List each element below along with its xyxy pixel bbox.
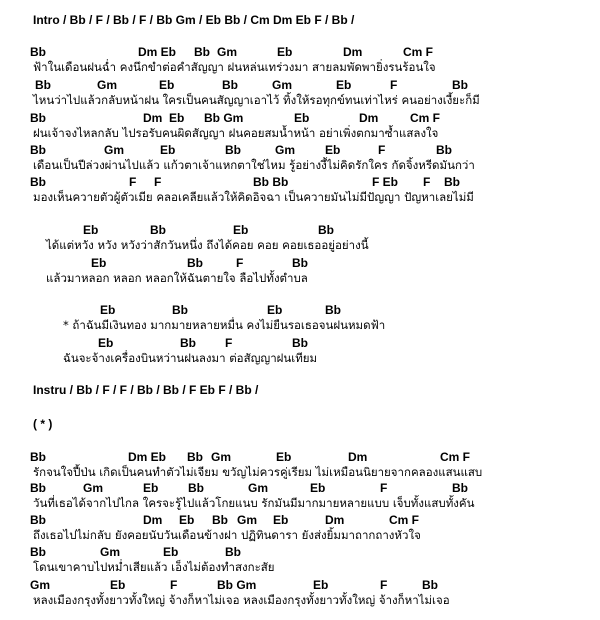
chord: Bb xyxy=(172,303,188,317)
lyric-line: แล้วมาหลอก หลอก หลอกให้ฉันตายใจ ลือไปทั้งตำบล xyxy=(46,271,308,285)
lyric-line: ไหนว่าไปแล้วกลับหน้าฝน ใครเป็นคนสัญญาเอาไว้ ทิ้งให้รอทุกข์ทนเท่าไหร่ คนอย่างเงี้ยะก็มี xyxy=(33,93,480,107)
chord: Bb xyxy=(444,175,460,189)
chord: Eb xyxy=(98,336,114,350)
lyric-line: วันที่เธอได้จากไปไกล ใครจะรู้ไปแล้วโกยแนบ รักมันมีมากมายหลายแบบ เจ็บทั้งแสบทั้งคัน xyxy=(33,496,475,510)
chord: Dm Eb xyxy=(128,450,167,464)
chord: Eb xyxy=(294,111,310,125)
chord: Bb xyxy=(452,78,468,92)
chord: Bb xyxy=(318,223,334,237)
chord: Gm xyxy=(30,578,51,592)
chord: Bb xyxy=(292,256,308,270)
chord: Gm xyxy=(272,78,293,92)
repeat-chorus-mark: ( * ) xyxy=(33,417,53,431)
chord: Gm xyxy=(83,481,104,495)
chord: F xyxy=(380,481,388,495)
chord: Eb xyxy=(169,111,185,125)
lyric-line: มองเห็นควายตัวผู้ตัวเมีย คลอเคลียแล้วให้คิดอิจฉา เป็นควายมันไม่มีปัญญา ปัญหาเลยไม่มี xyxy=(33,190,474,204)
chord: Bb Gm xyxy=(217,578,257,592)
lyric-line: โดนเขาคาบไปหม่ำเสียแล้ว เอ็งไม่ต้องทำสงกะสัย xyxy=(33,560,275,574)
chord: Dm xyxy=(348,450,368,464)
chord: Cm F xyxy=(410,111,440,125)
chord: Eb xyxy=(83,223,99,237)
chord: Dm xyxy=(325,513,345,527)
intro-line: Intro / Bb / F / Bb / F / Bb Gm / Eb Bb / Cm Dm Eb F / Bb / xyxy=(33,13,355,27)
chord: Cm F xyxy=(403,45,433,59)
chord: Eb xyxy=(277,45,293,59)
chord: F xyxy=(380,578,388,592)
chord: Eb xyxy=(91,256,107,270)
chord: Dm Eb xyxy=(138,45,177,59)
chord: Bb xyxy=(180,336,196,350)
chord: Bb xyxy=(30,450,46,464)
chord: Gm xyxy=(211,450,232,464)
chord: Bb xyxy=(292,336,308,350)
chord: Bb xyxy=(30,481,46,495)
chord: Eb xyxy=(100,303,116,317)
chord: Gm xyxy=(97,78,118,92)
chord: F xyxy=(378,143,386,157)
chord: Eb xyxy=(163,545,179,559)
chord: F xyxy=(129,175,137,189)
chord: Eb xyxy=(310,481,326,495)
chord: Bb Bb xyxy=(253,175,289,189)
chord: Cm F xyxy=(389,513,419,527)
chord: Bb xyxy=(150,223,166,237)
chord: Bb xyxy=(212,513,228,527)
chord: Bb xyxy=(452,481,468,495)
chord: Bb xyxy=(187,450,203,464)
chord: F xyxy=(225,336,233,350)
chord: Bb xyxy=(30,513,46,527)
lyric-line: * ถ้าฉันมีเงินทอง มากมายหลายหมื่น คงไม่ยืนรอเธอจนฝนหมดฟ้า xyxy=(63,318,386,332)
chord: Bb xyxy=(422,578,438,592)
chord: Eb xyxy=(273,513,289,527)
lyric-line: รักจนใจปี้ป่น เกิดเป็นคนทำตัวไม่เจียม ขวัญไม่ควรคู่เรียม ไม่เหมือนนิยายจากคลองแสนแสบ xyxy=(33,465,483,479)
chord: Eb xyxy=(110,578,126,592)
chord: Eb xyxy=(160,143,176,157)
chord: Bb xyxy=(30,175,46,189)
chord: Bb xyxy=(187,256,203,270)
chord: Bb xyxy=(222,78,238,92)
chord: Eb xyxy=(233,223,249,237)
chord: Gm xyxy=(248,481,269,495)
chord: Bb xyxy=(30,111,46,125)
chord: Bb xyxy=(30,545,46,559)
chord: F Eb xyxy=(372,175,398,189)
lyric-line: ถึงเธอไปไม่กลับ ยังคอยนับวันเดือนข้างฝา ปฏิทินดารา ยังส่งยิ้มมาถากถางหัวใจ xyxy=(33,528,421,542)
chord: Bb xyxy=(30,143,46,157)
chord: Gm xyxy=(104,143,125,157)
chord: Dm xyxy=(143,111,163,125)
chord: Bb xyxy=(225,545,241,559)
lyric-line: เดือนเป็นปีล่วงผ่านไปแล้ว แก้วตาเจ้าแหกตาใช่ไหม รู้อย่างงี้ไม่คิดรักใคร กัดจิ้งหรีดมันกว่า xyxy=(33,158,475,172)
chord: Eb xyxy=(143,481,159,495)
chord: Bb xyxy=(194,45,210,59)
chord: Bb xyxy=(225,143,241,157)
chord: Gm xyxy=(275,143,296,157)
chord: Gm xyxy=(217,45,238,59)
chord: F xyxy=(423,175,431,189)
chord: Gm xyxy=(100,545,121,559)
chord: Bb xyxy=(188,481,204,495)
chord: F xyxy=(390,78,398,92)
chord: Dm xyxy=(359,111,379,125)
chord: Eb xyxy=(336,78,352,92)
chord: Eb xyxy=(276,450,292,464)
chord: Bb xyxy=(35,78,51,92)
chord: Dm xyxy=(343,45,363,59)
chord: Bb xyxy=(325,303,341,317)
chord: F xyxy=(170,578,178,592)
lyric-line: ฉันจะจ้างเครื่องบินหว่านฝนลงมา ต่อสัญญาฝนเทียม xyxy=(63,351,318,365)
chord: Bb xyxy=(436,143,452,157)
chord: Eb xyxy=(325,143,341,157)
chord: F xyxy=(154,175,162,189)
lyric-line: ฝนเจ้าจงไหลกลับ ไปรอรับคนผิดสัญญา ฝนคอยสมน้ำหน้า อย่าเพิ่งตกมาซ้ำแสลงใจ xyxy=(33,126,439,140)
chord: Eb xyxy=(159,78,175,92)
chord: Cm F xyxy=(440,450,470,464)
chord: Gm xyxy=(237,513,258,527)
lyric-line: ได้แต่หวัง หวัง หวังว่าสักวันหนึ่ง ถึงได้คอย คอย คอยเธออยู่อย่างนี้ xyxy=(46,238,369,252)
chord: F xyxy=(236,256,244,270)
chord: Eb xyxy=(267,303,283,317)
chord: Bb xyxy=(30,45,46,59)
chord: Eb xyxy=(179,513,195,527)
chord: Eb xyxy=(313,578,329,592)
chord: Bb Gm xyxy=(204,111,244,125)
lyric-line: ฟ้าในเดือนฝนฉ่ำ คงนึกขำต่อคำสัญญา ฝนหล่นเทร่วงมา สายลมพัดพายิ่งรนร้อนใจ xyxy=(33,60,436,74)
lyric-line: หลงเมืองกรุงทั้งยาวทั้งใหญ่ จ้างก็หาไม่เจอ หลงเมืองกรุงทั้งยาวทั้งใหญ่ จ้างก็หาไม่เจอ xyxy=(33,593,450,607)
chord: Dm xyxy=(143,513,163,527)
instru-line: Instru / Bb / F / F / Bb / Bb / F Eb F / Bb / xyxy=(33,383,259,397)
